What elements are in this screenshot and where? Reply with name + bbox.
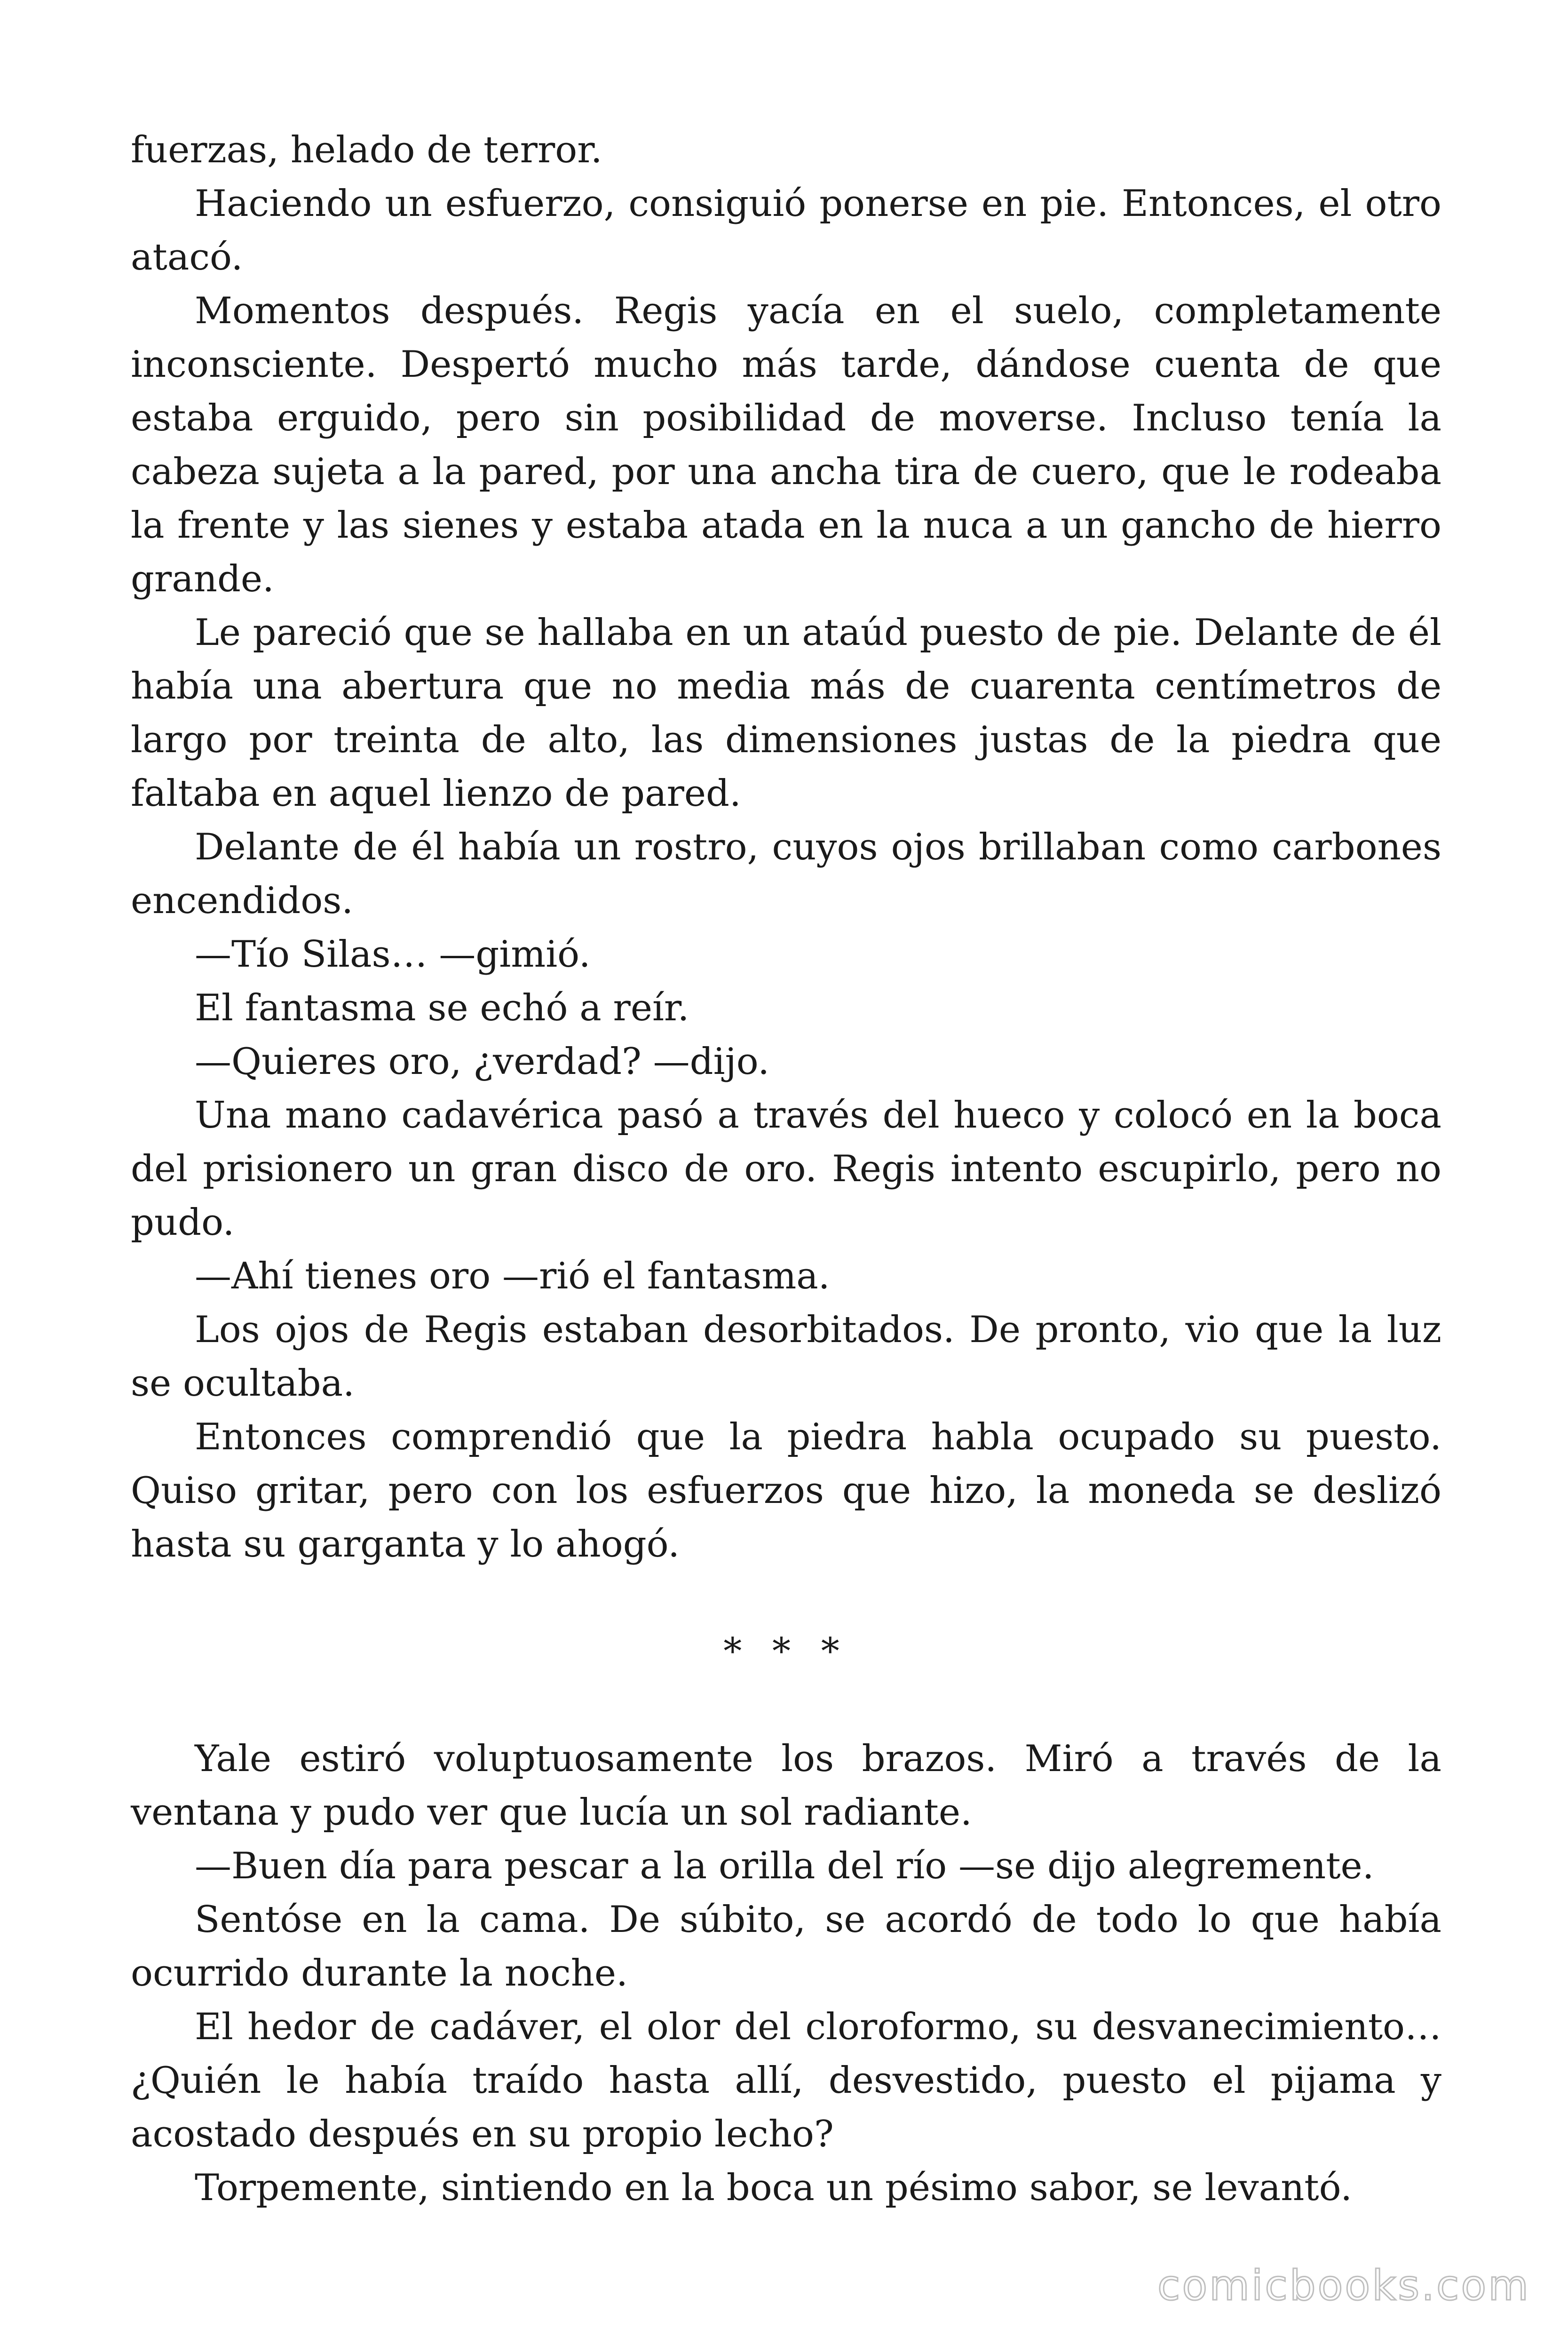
paragraph: Los ojos de Regis estaban desorbitados. De pronto, vio que la luz se ocultaba. [131, 1309, 1441, 1405]
watermark: comicbooks.com [1157, 2261, 1530, 2310]
paragraph: El fantasma se echó a reír. [195, 987, 689, 1029]
paragraph: Entonces comprendió que la piedra habla ocupado su puesto. Quiso gritar, pero con los esfuerzos que hizo, la moneda se deslizó hasta su garganta y lo ahogó. [131, 1416, 1441, 1565]
paragraph: El hedor de cadáver, el olor del cloroformo, su desvanecimiento… ¿Quién le había traído hasta allí, desvestido, puesto el pijama y acostado después en su propio lecho? [131, 2006, 1441, 2155]
paragraph: Haciendo un esfuerzo, consiguió ponerse en pie. Entonces, el otro atacó. [131, 183, 1441, 278]
paragraph: Torpemente, sintiendo en la boca un pésimo sabor, se levantó. [195, 2167, 1353, 2209]
scene-separator: * * * [723, 1630, 849, 1673]
paragraph: Momentos después. Regis yacía en el suelo, completamente inconsciente. Despertó mucho más tarde, dándose cuenta de que estaba erguido, pero sin posibilidad de moverse. Incluso tenía la cabeza sujeta a la pared, por una ancha tira de cuero, que le rodeaba la frente y las sienes y estaba atada en la nuca a un gancho de hierro grande. [131, 290, 1441, 600]
paragraph: Sentóse en la cama. De súbito, se acordó de todo lo que había ocurrido durante la noche. [131, 1899, 1441, 1994]
body-text [131, 123, 1441, 2215]
paragraph: —Tío Silas… —gimió. [195, 933, 591, 976]
paragraph: Yale estiró voluptuosamente los brazos. Miró a través de la ventana y pudo ver que lucía un sol radiante. [131, 1738, 1441, 1834]
paragraph: —Quieres oro, ¿verdad? —dijo. [195, 1041, 770, 1083]
paragraph: fuerzas, helado de terror. [131, 129, 602, 171]
paragraph: Le pareció que se hallaba en un ataúd puesto de pie. Delante de él había una abertura que no media más de cuarenta centímetros de largo por treinta de alto, las dimensiones justas de la piedra que faltaba en aquel lienzo de pared. [131, 612, 1441, 815]
paragraph: —Ahí tienes oro —rió el fantasma. [195, 1255, 830, 1297]
paragraph: Delante de él había un rostro, cuyos ojos brillaban como carbones encendidos. [131, 826, 1441, 922]
paragraph: Una mano cadavérica pasó a través del hueco y colocó en la boca del prisionero un gran disco de oro. Regis intento escupirlo, pero no pudo. [131, 1094, 1441, 1244]
paragraph: —Buen día para pescar a la orilla del río —se dijo alegremente. [195, 1845, 1374, 1887]
